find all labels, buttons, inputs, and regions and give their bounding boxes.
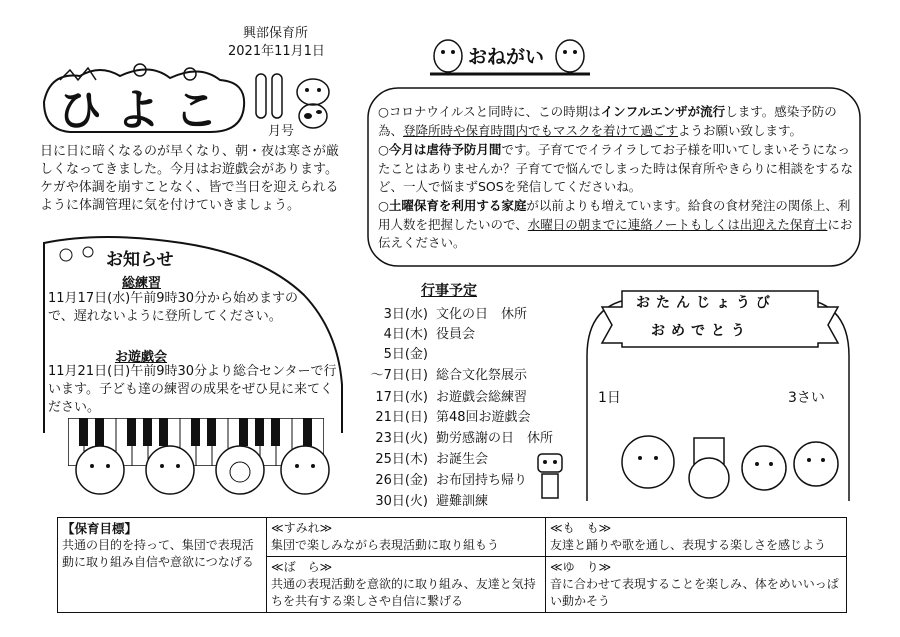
event-date: 4日(木) <box>383 327 428 342</box>
event-name: 避難訓練 <box>436 494 489 509</box>
event-date: 5日(金) <box>383 347 428 362</box>
month-suffix: 月号 <box>268 124 295 139</box>
event-name: 文化の日 休所 <box>436 307 528 322</box>
intro-text: 日に日に暗くなるのが早くなり、朝・夜は寒さが厳しくなってきました。今月はお遊戯会があります。ケガや体調を崩すことなく、皆で当日を迎えられるように体調管理に気を付けていきましょう。 <box>40 144 340 213</box>
goal-sumire-text: 集団で楽しみながら表現活動に取り組もう <box>271 538 500 552</box>
event-name: 勤労感謝の日 休所 <box>436 431 554 446</box>
request-abuse-prevention: ○今月は虐待予防月間です。子育てでイライラしてお子様を叩いてしまいそうになったことはありませんか？子育てで悩んでしまった時は保育所やきらりに相談をするなど、一人で悩まずSOSを発信してくださいね。 <box>378 142 854 194</box>
event-name: お誕生会 <box>436 452 489 467</box>
goal-momo-name: ≪も も≫ <box>550 521 612 535</box>
recital-text: 11月21日(日)午前9時30分より総合センターで行います。子ども達の練習の成果をぜひ見に来てください。 <box>48 364 337 415</box>
notice-heading: お知らせ <box>106 250 174 270</box>
event-date: 3日(水) <box>383 307 428 322</box>
goals-general-cell <box>58 518 267 613</box>
month-number-box <box>253 72 287 122</box>
event-date: 25日(木) <box>375 452 428 467</box>
goal-yuri-cell <box>546 557 847 613</box>
goal-momo-cell <box>546 518 847 557</box>
childcare-goals-table <box>57 517 847 613</box>
goal-momo-text: 友達と踊りや歌を通し、表現する楽しさを感じよう <box>550 538 827 552</box>
event-date: ～7日(日) <box>370 368 428 383</box>
cow-mascot-icon <box>290 72 336 130</box>
event-name: 総合文化祭展示 <box>436 368 528 383</box>
request-influenza: ○コロナウイルスと同時に、この時期はインフルエンザが流行します。感染予防の為、登降所時や保育時間内でもマスクを着けて過ごすようお願い致します。 <box>378 104 837 138</box>
school-name: 興部保育所 <box>243 26 309 41</box>
birthday-age: 3さい <box>788 390 825 406</box>
event-date: 17日(水) <box>375 390 428 405</box>
goal-sumire-name: ≪すみれ≫ <box>271 521 333 535</box>
goal-yuri-text: 音に合わせて表現することを楽しみ、体をめいいっぱい動かそう <box>550 577 839 608</box>
goal-bara-cell <box>267 557 546 613</box>
goal-bara-text: 共通の表現活動を意欲的に取り組み、友達と気持ちを共有する楽しさや自信に繋げる <box>271 577 536 608</box>
request-saturday-care: ○土曜保育を利用する家庭が以前よりも増えています。給食の食材発注の関係上、利用人数を把握したいので、水曜日の朝までに連絡ノートもしくは出迎えた保育士にお伝えください。 <box>378 198 853 250</box>
event-name: お遊戯会総練習 <box>436 390 528 405</box>
event-name: 役員会 <box>436 327 476 342</box>
flower-icon <box>52 240 102 270</box>
birthday-line-2: おめでとう <box>651 323 751 339</box>
goal-bara-name: ≪ば ら≫ <box>271 560 333 574</box>
event-date: 23日(火) <box>375 431 428 446</box>
request-heading: おねがい <box>468 46 545 68</box>
event-name: お布団持ち帰り <box>436 473 528 488</box>
event-date: 26日(金) <box>375 473 428 488</box>
animals-with-gifts-icon <box>604 418 844 502</box>
newsletter-title: ひよこ <box>58 85 232 136</box>
goal-sumire-cell <box>267 518 546 557</box>
event-date: 21日(日) <box>375 410 428 425</box>
birthday-line-1: おたんじょうび <box>636 295 776 311</box>
issue-date: 2021年11月1日 <box>228 44 325 59</box>
goals-general-text: 共通の目的を持って、集団で表現活動に取り組み自信や意欲につなげる <box>62 538 254 569</box>
events-title: 行事予定 <box>421 283 477 299</box>
rehearsal-title: 総練習 <box>122 276 162 291</box>
robot-character-icon <box>530 450 570 502</box>
event-date: 30日(火) <box>375 494 428 509</box>
rehearsal-text: 11月17日(水)午前9時30分から始めますので、遅れないように登所してください。 <box>48 291 299 324</box>
birthday-day: 1日 <box>598 390 621 406</box>
goals-title: 【保育目標】 <box>62 521 138 536</box>
animal-characters-icon <box>60 440 340 500</box>
goal-yuri-name: ≪ゆ り≫ <box>550 560 612 574</box>
event-name: 第48回お遊戯会 <box>436 410 531 425</box>
recital-title: お遊戯会 <box>115 350 168 365</box>
